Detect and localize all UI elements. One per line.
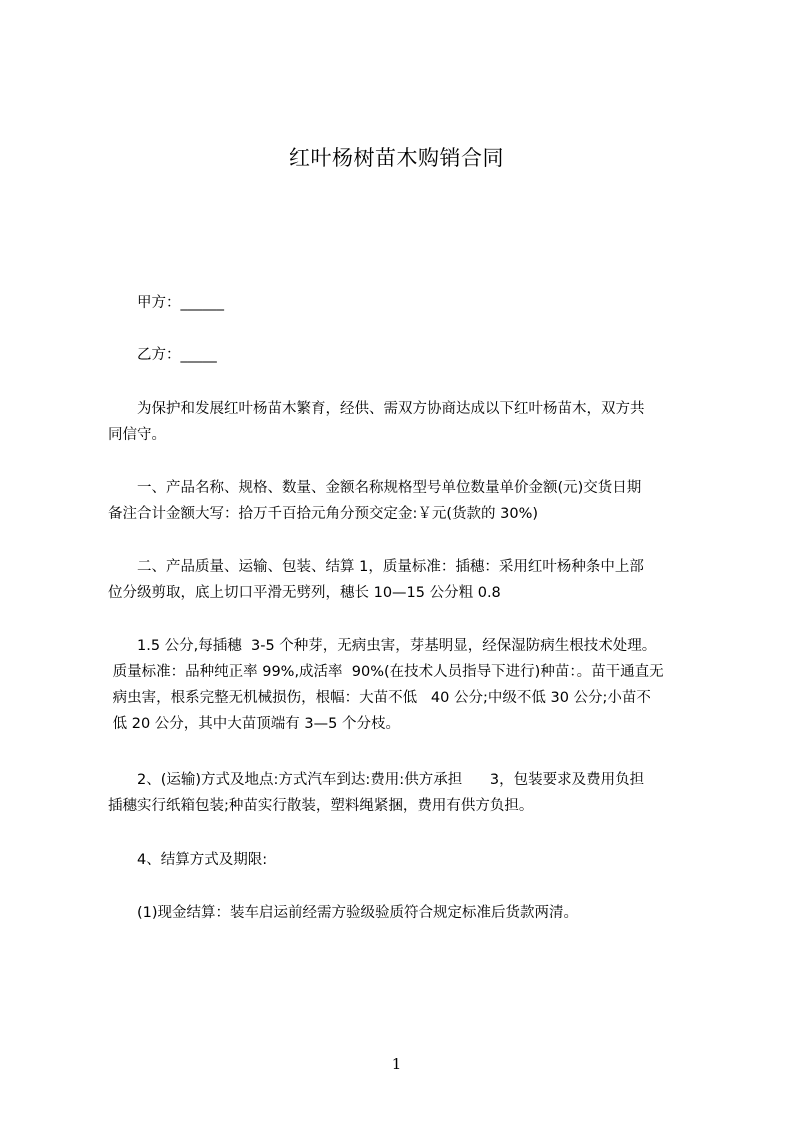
intro-line-1: 为保护和发展红叶杨苗木繁育，经供、需双方协商达成以下红叶杨苗木，双方共 [137,401,645,417]
section-2-quality-line-3: 病虫害，根系完整无机械损伤，根幅：大苗不低 40 公分;中级不低 30 公分;小苗不 [108,690,651,706]
section-1-paragraph [108,475,708,527]
section-2-transport-paragraph [108,767,708,819]
section-2-line-2: 位分级剪取，底上切口平滑无劈列，穗长 10—15 公分粗 0.8 [108,585,501,601]
section-4-cash-line-1: (1)现金结算：装车启运前经需方验级验质符合规定标准后货款两清。 [137,905,579,921]
section-2-quality-line-4: 低 20 公分，其中大苗顶端有 3—5 个分枝。 [108,716,400,732]
page-number: 1 [391,1055,402,1073]
section-4-cash-paragraph [108,900,708,926]
section-1-line-2: 备注合计金额大写：拾万千百拾元角分预交定金:￥元(货款的 30%) [108,506,539,522]
party-b-text: 乙方：_____ [137,347,217,363]
intro-paragraph [108,396,708,448]
section-2-quality-paragraph [108,633,708,737]
intro-line-2: 同信守。 [108,427,166,443]
party-a-text: 甲方：______ [137,295,224,311]
party-b-line [108,342,708,368]
section-4-heading-text: 4、结算方式及期限: [137,852,268,868]
section-2-line-1: 二、产品质量、运输、包装、结算 1，质量标准：插穗：采用红叶杨种条中上部 [137,559,644,575]
section-2-quality-line-1: 1.5 公分,每插穗 3-5 个种芽，无病虫害，芽基明显，经保湿防病生根技术处理。 [137,638,657,654]
section-1-line-1: 一、产品名称、规格、数量、金额名称规格型号单位数量单价金额(元)交货日期 [137,480,642,496]
section-2-transport-line-1: 2、(运输)方式及地点:方式汽车到达:费用:供方承担 3，包装要求及费用负担 [137,772,645,788]
section-2-transport-line-2: 插穗实行纸箱包装;种苗实行散装，塑料绳紧捆，费用有供方负担。 [108,798,534,814]
section-4-heading [108,847,708,873]
party-a-line [108,290,708,316]
section-2-paragraph [108,554,708,606]
document-title: 红叶杨树苗木购销合同 [289,146,504,170]
section-2-quality-line-2: 质量标准：品种纯正率 99%,成活率 90%(在技术人员指导下进行)种苗：。苗干通直无 [108,664,664,680]
